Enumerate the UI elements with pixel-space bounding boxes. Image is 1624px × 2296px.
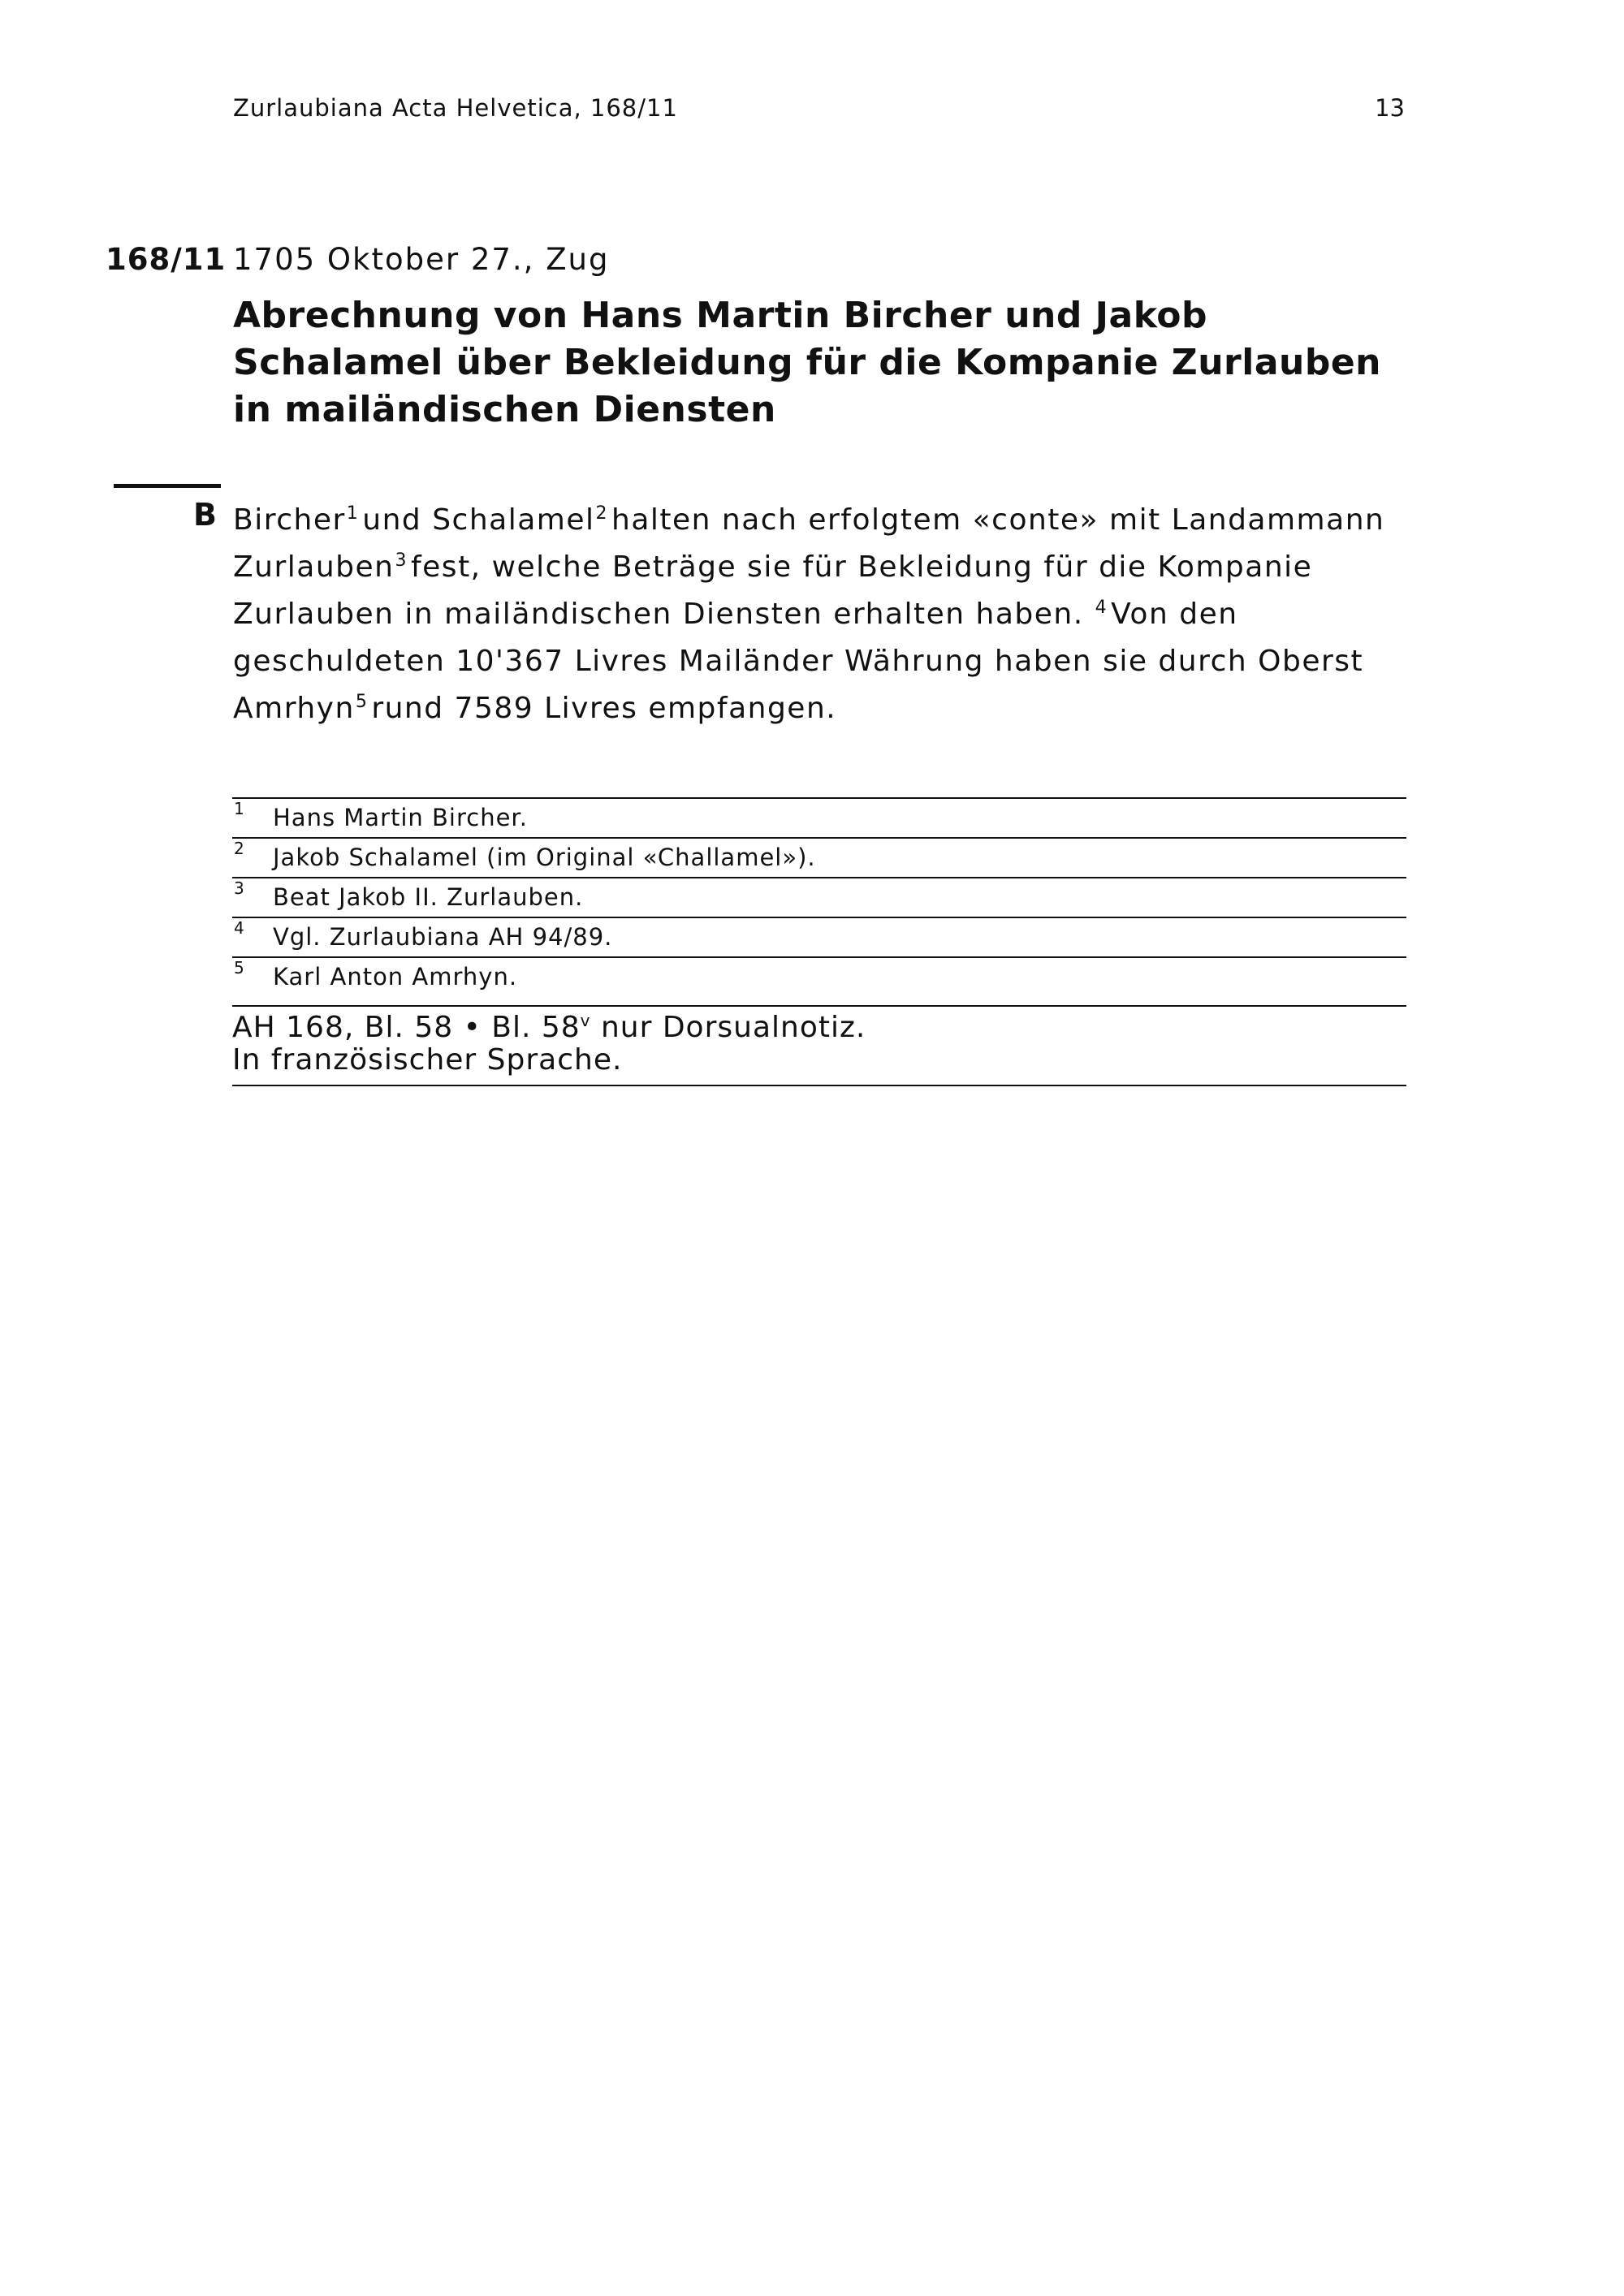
footnote-item	[232, 797, 1406, 837]
source-line-archive	[232, 1012, 1406, 1044]
footnote-ref[interactable]: 3	[395, 550, 408, 571]
footnote-item	[232, 956, 1406, 996]
footnote-text: Beat Jakob II. Zurlauben.	[273, 883, 584, 911]
footnote-mark: 5	[234, 958, 244, 978]
footnote-ref[interactable]: 1	[346, 503, 360, 524]
source-note	[232, 1005, 1406, 1086]
footnote-mark: 2	[234, 839, 244, 858]
footnote-text: Hans Martin Bircher.	[273, 804, 528, 831]
abstract-text	[233, 497, 1419, 732]
source-archive-note: nur Dorsualnotiz.	[590, 1011, 866, 1044]
abstract-segment: rund 7589 Livres empfangen.	[371, 692, 837, 725]
running-header-title: Zurlaubiana Acta Helvetica, 168/11	[233, 94, 678, 122]
section-divider	[114, 484, 221, 488]
footnote-text: Vgl. Zurlaubiana AH 94/89.	[273, 923, 613, 951]
document-date-place: 1705 Oktober 27., Zug	[233, 242, 610, 277]
footnote-item	[232, 837, 1406, 877]
footnote-item	[232, 917, 1406, 956]
abstract-segment: Bircher	[233, 503, 346, 537]
page-number: 13	[1375, 94, 1405, 122]
footnote-mark: 1	[234, 799, 244, 818]
footnote-item	[232, 877, 1406, 917]
footnotes-list	[232, 797, 1406, 996]
footnote-mark: 4	[234, 918, 244, 938]
source-verso-mark: v	[580, 1011, 591, 1030]
source-line-language: In französischer Sprache.	[232, 1043, 623, 1077]
footnote-ref[interactable]: 5	[355, 692, 369, 712]
abstract-segment: und Schalamel	[362, 503, 595, 537]
abstract-segment: fest, welche Beträge sie für Bekleidung für die Kompanie Zurlauben in mailändischen Diensten erhalten haben.	[233, 550, 1313, 631]
footnote-text: Jakob Schalamel (im Original «Challamel»).	[273, 844, 816, 871]
abstract-segment: halten nach erfolgtem «conte» mit Landammann Zurlauben	[233, 503, 1385, 584]
footnote-mark: 3	[234, 878, 244, 898]
source-archive-ref: AH 168, Bl. 58 • Bl. 58	[232, 1011, 581, 1044]
document-title: Abrechnung von Hans Martin Bircher und Jakob Schalamel über Bekleidung für die Kompanie Zurlauben in mailändischen Diensten	[233, 295, 1381, 430]
footnote-ref[interactable]: 4	[1095, 598, 1108, 618]
document-number: 168/11	[106, 242, 227, 277]
footnote-text: Karl Anton Amrhyn.	[273, 963, 518, 990]
footnote-ref[interactable]: 2	[595, 503, 609, 524]
abstract-segment: Von den geschuldeten 10'367 Livres Mailänder Währung haben sie durch Oberst Amrhyn	[233, 598, 1364, 725]
abstract-marker: B	[193, 497, 217, 533]
